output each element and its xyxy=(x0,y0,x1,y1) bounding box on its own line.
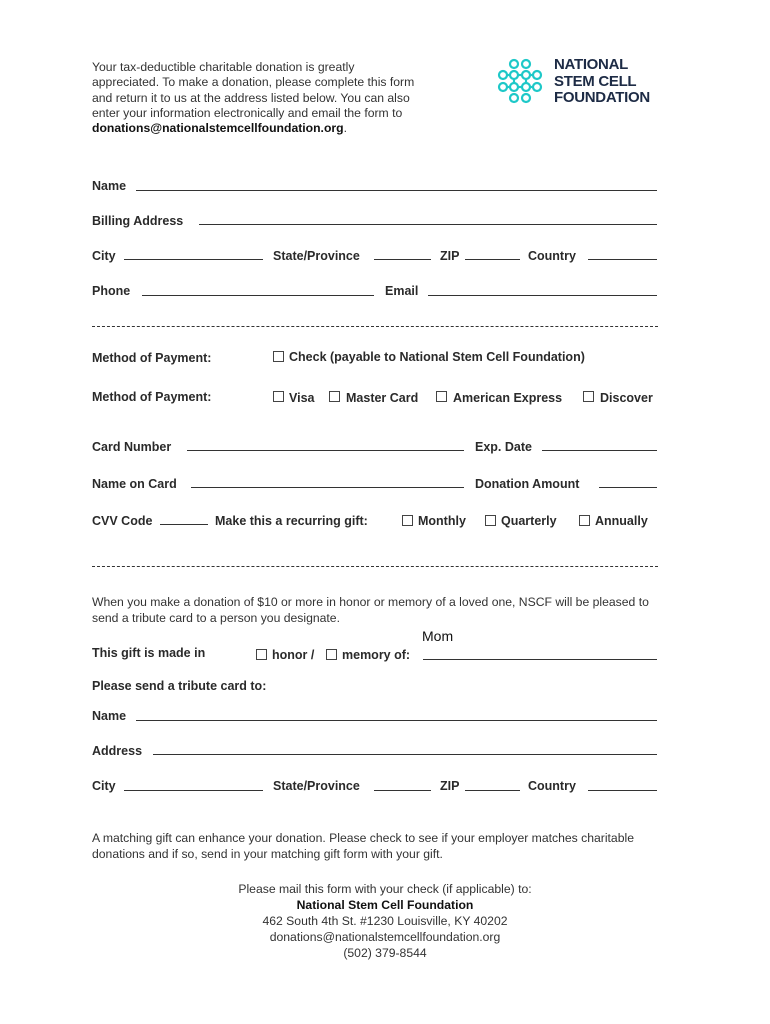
org-address: 462 South 4th St. #1230 Louisville, KY 40202 xyxy=(262,914,508,928)
intro-paragraph xyxy=(92,60,422,136)
tribute-intro: When you make a donation of $10 or more in honor or memory of a loved one, NSCF will be pleased to send a tribute card to a person you designate. xyxy=(92,595,649,625)
phone-label: Phone xyxy=(92,284,131,298)
memory-label: memory of: xyxy=(342,648,411,662)
intro-email: donations@nationalstemcellfoundation.org xyxy=(92,121,344,136)
org-name-text: National Stem Cell Foundation xyxy=(296,898,474,912)
tribute-city-field[interactable] xyxy=(124,790,263,791)
send-tribute-label: Please send a tribute card to: xyxy=(92,679,267,693)
billing-address-label: Billing Address xyxy=(92,214,184,228)
tribute-address-field[interactable] xyxy=(153,754,657,755)
email-label: Email xyxy=(385,284,419,298)
cvv-field[interactable] xyxy=(160,524,208,525)
state-field[interactable] xyxy=(374,259,431,260)
mailing-info xyxy=(92,881,678,961)
matching-gift-paragraph: A matching gift can enhance your donation. Please check to see if your employer matches charitable donations and if so, send in your matching gift form with your gift. xyxy=(92,831,634,861)
name-on-card-label: Name on Card xyxy=(92,477,177,491)
zip-field[interactable] xyxy=(465,259,520,260)
memory-checkbox[interactable] xyxy=(326,649,337,660)
intro-period: . xyxy=(343,121,347,136)
country-field[interactable] xyxy=(588,259,657,260)
billing-address-field[interactable] xyxy=(199,224,657,225)
card-number-label: Card Number xyxy=(92,440,172,454)
name-field[interactable] xyxy=(136,190,657,191)
amex-label: American Express xyxy=(453,391,563,405)
email-field[interactable] xyxy=(428,295,657,296)
mastercard-checkbox[interactable] xyxy=(329,391,340,402)
logo-line-3: FOUNDATION xyxy=(554,89,650,106)
recurring-gift-label: Make this a recurring gift: xyxy=(215,514,368,528)
zip-label: ZIP xyxy=(440,249,460,263)
logo-line-1: NATIONAL xyxy=(554,56,628,73)
name-on-card-field[interactable] xyxy=(191,487,464,488)
donation-amount-field[interactable] xyxy=(599,487,657,488)
card-number-field[interactable] xyxy=(187,450,464,451)
country-label: Country xyxy=(528,249,576,263)
tribute-country-field[interactable] xyxy=(588,790,657,791)
logo-line-2: STEM CELL xyxy=(554,72,637,90)
tribute-state-field[interactable] xyxy=(374,790,431,791)
exp-date-label: Exp. Date xyxy=(475,440,532,454)
tribute-country-label: Country xyxy=(528,779,576,793)
monthly-checkbox[interactable] xyxy=(402,515,413,526)
honor-label: honor / xyxy=(272,648,315,662)
annually-label: Annually xyxy=(595,514,648,528)
monthly-label: Monthly xyxy=(418,514,466,528)
city-label: City xyxy=(92,249,116,263)
discover-checkbox[interactable] xyxy=(583,391,594,402)
cvv-label: CVV Code xyxy=(92,514,153,528)
org-email: donations@nationalstemcellfoundation.org xyxy=(269,930,501,944)
section-divider-2 xyxy=(92,566,658,567)
tribute-name-label: Name xyxy=(92,709,127,723)
state-label: State/Province xyxy=(273,249,360,263)
discover-label: Discover xyxy=(600,391,653,405)
memory-of-field[interactable] xyxy=(423,659,657,660)
org-phone: (502) 379-8544 xyxy=(343,946,427,960)
check-label: Check (payable to National Stem Cell Foundation) xyxy=(289,350,585,364)
check-checkbox[interactable] xyxy=(273,351,284,362)
memory-of-value: Mom xyxy=(422,628,454,644)
name-label: Name xyxy=(92,179,127,193)
annually-checkbox[interactable] xyxy=(579,515,590,526)
tribute-state-label: State/Province xyxy=(273,779,360,793)
tribute-zip-label: ZIP xyxy=(440,779,460,793)
method-of-payment-card-label: Method of Payment: xyxy=(92,390,212,404)
honor-checkbox[interactable] xyxy=(256,649,267,660)
method-of-payment-label: Method of Payment: xyxy=(92,351,212,365)
tribute-name-field[interactable] xyxy=(136,720,657,721)
quarterly-checkbox[interactable] xyxy=(485,515,496,526)
donation-amount-label: Donation Amount xyxy=(475,477,580,491)
mailing-instruction: Please mail this form with your check (if applicable) to: xyxy=(238,882,532,896)
exp-date-field[interactable] xyxy=(542,450,657,451)
amex-checkbox[interactable] xyxy=(436,391,447,402)
logo-wordmark xyxy=(554,57,650,107)
gift-made-in-label: This gift is made in xyxy=(92,646,206,660)
org-name xyxy=(92,897,678,913)
visa-label: Visa xyxy=(289,391,315,405)
tribute-city-label: City xyxy=(92,779,116,793)
city-field[interactable] xyxy=(124,259,263,260)
intro-text: Your tax-deductible charitable donation is greatly appreciated. To make a donation, please complete this form and return it to us at the address listed below. You can also enter your information electronically and email the form to xyxy=(92,60,415,120)
tribute-zip-field[interactable] xyxy=(465,790,520,791)
phone-field[interactable] xyxy=(142,295,374,296)
visa-checkbox[interactable] xyxy=(273,391,284,402)
mastercard-label: Master Card xyxy=(346,391,419,405)
section-divider xyxy=(92,326,658,327)
tribute-address-label: Address xyxy=(92,744,143,758)
quarterly-label: Quarterly xyxy=(501,514,557,528)
